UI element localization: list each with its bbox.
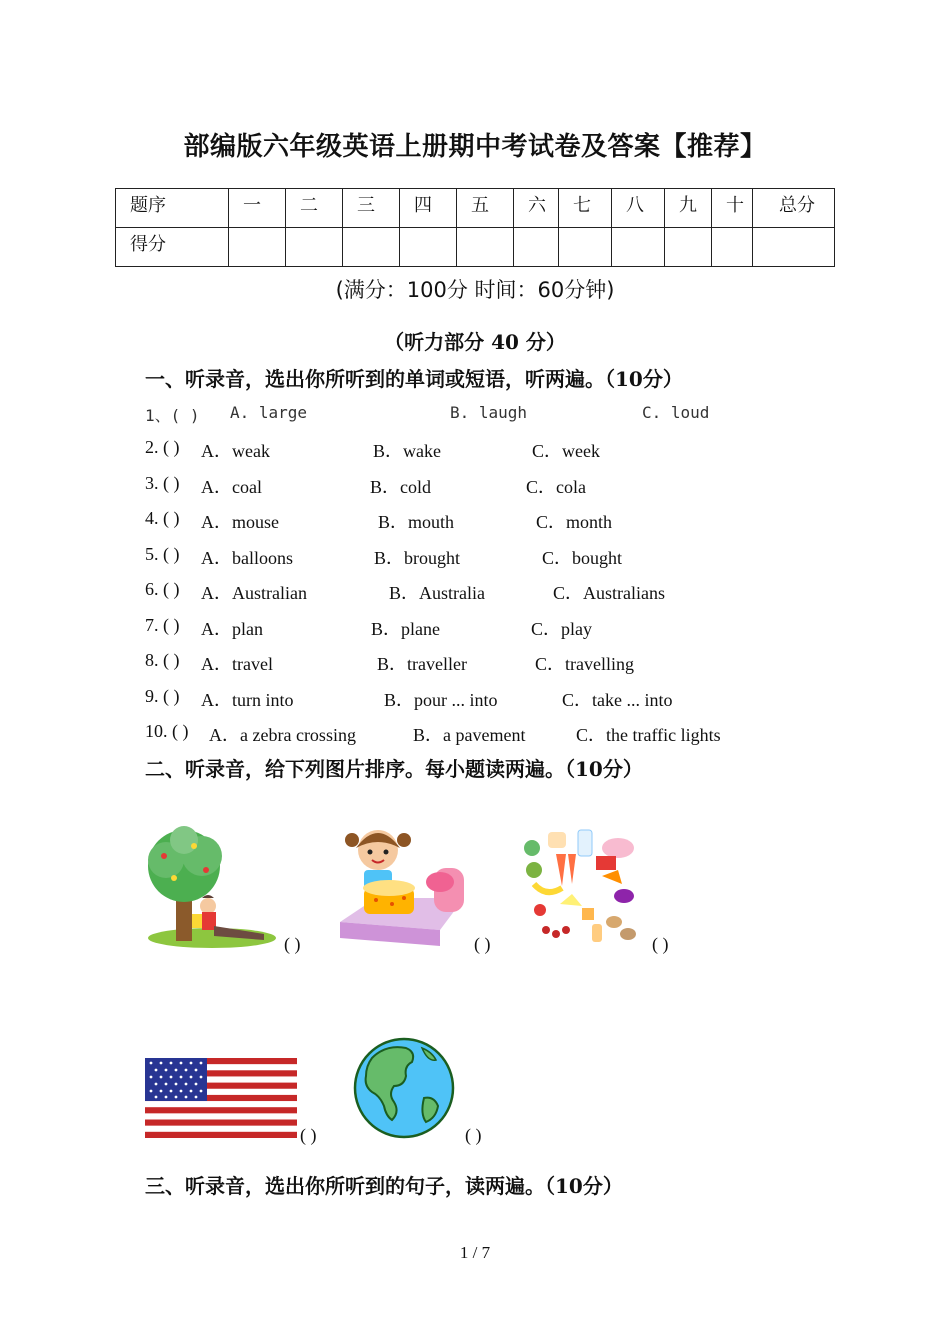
table-cell: 八 bbox=[612, 189, 665, 228]
option-c[interactable]: C．month bbox=[536, 512, 613, 532]
score-input-cell[interactable] bbox=[343, 228, 400, 267]
page-number: 1 / 7 bbox=[459, 1243, 491, 1262]
question-number: 2. ( ) bbox=[145, 437, 180, 457]
table-cell: 六 bbox=[514, 189, 559, 228]
option-c[interactable]: C．week bbox=[532, 441, 600, 461]
answer-blank-1[interactable]: ( ) bbox=[284, 934, 301, 954]
score-input-cell[interactable] bbox=[665, 228, 712, 267]
food-picture bbox=[520, 826, 642, 946]
answer-blank-2[interactable]: ( ) bbox=[474, 934, 491, 954]
question-number: 6. ( ) bbox=[145, 579, 180, 599]
score-table-row bbox=[116, 228, 835, 267]
question-number: 4. ( ) bbox=[145, 508, 180, 528]
option-b[interactable]: B．plane bbox=[371, 619, 440, 639]
question-number: 5. ( ) bbox=[145, 544, 180, 564]
question-number: 1、( ) bbox=[145, 406, 200, 425]
question-number: 3. ( ) bbox=[145, 473, 180, 493]
option-c[interactable]: C．play bbox=[531, 619, 592, 639]
option-b[interactable]: B．traveller bbox=[377, 654, 467, 674]
score-input-cell[interactable] bbox=[753, 228, 835, 267]
option-c[interactable]: C．bought bbox=[542, 548, 623, 568]
score-table bbox=[115, 188, 835, 267]
earth-globe-picture bbox=[352, 1036, 456, 1140]
option-c[interactable]: C．travelling bbox=[535, 654, 634, 674]
score-input-cell[interactable] bbox=[229, 228, 286, 267]
answer-blank-4[interactable]: ( ) bbox=[300, 1125, 317, 1145]
option-a[interactable]: A．coal bbox=[201, 477, 262, 497]
score-input-cell[interactable] bbox=[514, 228, 559, 267]
score-input-cell[interactable] bbox=[400, 228, 457, 267]
us-flag-picture bbox=[145, 1058, 297, 1138]
question-number: 9. ( ) bbox=[145, 686, 180, 706]
option-a[interactable]: A．travel bbox=[201, 654, 273, 674]
table-cell: 三 bbox=[343, 189, 400, 228]
table-cell: 九 bbox=[665, 189, 712, 228]
score-table-header bbox=[116, 189, 835, 228]
option-b[interactable]: B．brought bbox=[374, 548, 461, 568]
option-a[interactable]: A．weak bbox=[201, 441, 270, 461]
option-a[interactable]: A．turn into bbox=[201, 690, 294, 710]
table-cell: 题序 bbox=[116, 189, 229, 228]
score-input-cell[interactable] bbox=[286, 228, 343, 267]
score-input-cell[interactable] bbox=[559, 228, 612, 267]
score-input-cell[interactable] bbox=[457, 228, 514, 267]
table-cell: 十 bbox=[712, 189, 753, 228]
section-2-heading: 二、听录音，给下列图片排序。每小题读两遍。（10分） bbox=[145, 757, 643, 781]
table-cell: 二 bbox=[286, 189, 343, 228]
option-b[interactable]: B．mouth bbox=[378, 512, 455, 532]
option-b[interactable]: B．pour ... into bbox=[384, 690, 498, 710]
option-a[interactable]: A．Australian bbox=[201, 583, 307, 603]
section-1-heading: 一、听录音，选出你所听到的单词或短语，听两遍。（10分） bbox=[145, 367, 683, 391]
listening-subtitle: （听力部分 40 分） bbox=[384, 330, 566, 354]
question-number: 8. ( ) bbox=[145, 650, 180, 670]
score-input-cell[interactable] bbox=[712, 228, 753, 267]
table-cell: 五 bbox=[457, 189, 514, 228]
answer-blank-3[interactable]: ( ) bbox=[652, 934, 669, 954]
table-cell: 七 bbox=[559, 189, 612, 228]
table-cell: 得分 bbox=[116, 228, 229, 267]
option-c[interactable]: C．take ... into bbox=[562, 690, 673, 710]
option-b[interactable]: B. laugh bbox=[450, 403, 528, 422]
score-time-info: (满分：100分 时间：60分钟) bbox=[335, 278, 615, 302]
option-b[interactable]: B．wake bbox=[373, 441, 441, 461]
option-a[interactable]: A．a zebra crossing bbox=[209, 725, 356, 745]
option-a[interactable]: A. large bbox=[230, 403, 308, 422]
score-input-cell[interactable] bbox=[612, 228, 665, 267]
table-cell: 总分 bbox=[753, 189, 835, 228]
option-b[interactable]: B．a pavement bbox=[413, 725, 526, 745]
table-cell: 一 bbox=[229, 189, 286, 228]
answer-blank-5[interactable]: ( ) bbox=[465, 1125, 482, 1145]
question-number: 10. ( ) bbox=[145, 721, 189, 741]
option-c[interactable]: C．cola bbox=[526, 477, 586, 497]
table-cell: 四 bbox=[400, 189, 457, 228]
option-a[interactable]: A．mouse bbox=[201, 512, 279, 532]
option-c[interactable]: C．the traffic lights bbox=[576, 725, 721, 745]
option-a[interactable]: A．plan bbox=[201, 619, 263, 639]
option-a[interactable]: A．balloons bbox=[201, 548, 293, 568]
section-3-heading: 三、听录音，选出你所听到的句子，读两遍。（10分） bbox=[145, 1174, 623, 1198]
tree-reading-picture bbox=[144, 826, 280, 950]
girl-cake-picture bbox=[336, 826, 468, 950]
option-c[interactable]: C. loud bbox=[642, 403, 710, 422]
option-b[interactable]: B．Australia bbox=[389, 583, 485, 603]
page-title: 部编版六年级英语上册期中考试卷及答案【推荐】 bbox=[183, 132, 767, 162]
question-number: 7. ( ) bbox=[145, 615, 180, 635]
option-b[interactable]: B．cold bbox=[370, 477, 431, 497]
option-c[interactable]: C．Australians bbox=[553, 583, 665, 603]
